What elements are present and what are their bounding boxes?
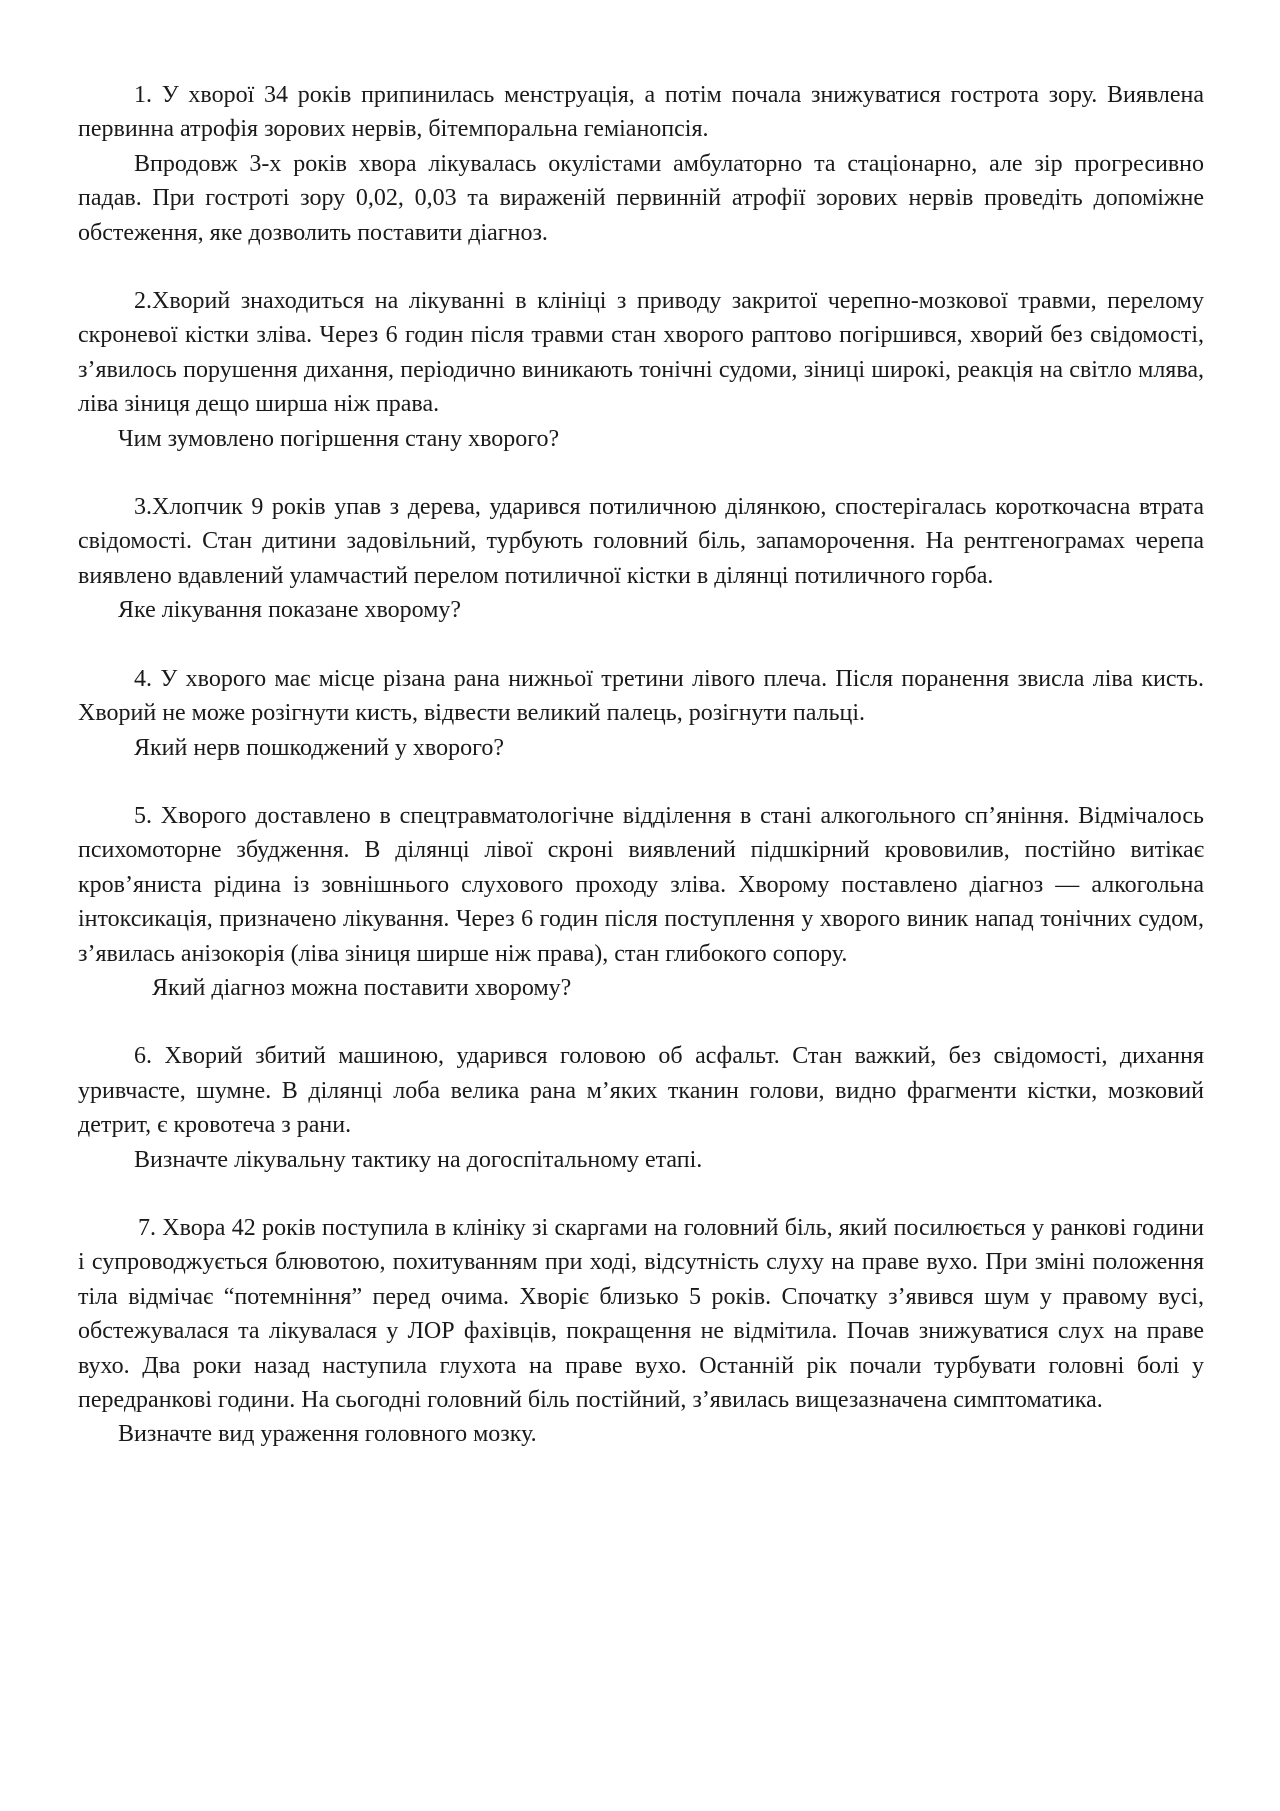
case-7-text: 7. Хвора 42 років поступила в клініку зі скаргами на головний біль, який посилюється у ранкові години і супроводжується блювотою, похитуванням при ході, відсутність слуху на праве вухо. При зміні положення тіла відмічає “потемніння” перед очима. Хворіє близько 5 років. Спочатку з’явився шум у правому вусі, обстежувалася та лікувалася у ЛОР фахівців, покращення не відмітила. Почав знижуватися слух на праве вухо. Два роки назад наступила глухота на праве вухо. Останній рік почали турбувати головні болі у передранкові години. На сьогодні головний біль постійний, з’явилась вищезазначена симптоматика. — [78, 1214, 1204, 1413]
case-3-question: Яке лікування показане хворому? — [118, 597, 462, 624]
case-6-text: 6. Хворий збитий машиною, ударився головою об асфальт. Стан важкий, без свідомості, дихання уривчасте, шумне. В ділянці лоба велика рана м’яких тканин голови, видно фрагменти кістки, мозковий детрит, є кровотеча з рани. — [78, 1043, 1204, 1139]
case-5 — [78, 799, 1204, 1005]
case-7 — [78, 1211, 1204, 1452]
case-3-text: 3.Хлопчик 9 років упав з дерева, ударився потиличною ділянкою, спостерігалась короткочасна втрата свідомості. Стан дитини задовільний, турбують головний біль, запаморочення. На рентгенограмах черепа виявлено вдавлений уламчастий перелом потиличної кістки в ділянці потиличного горба. — [78, 494, 1204, 589]
case-4-text: 4. У хворого має місце різана рана нижньої третини лівого плеча. Після поранення звисла ліва кисть. Хворий не може розігнути кисть, відвести великий палець, розігнути пальці. — [78, 665, 1204, 727]
case-6-task: Визначте лікувальну тактику на догоспітальному етапі. — [134, 1146, 703, 1173]
case-1-task: Впродовж 3-х років хвора лікувалась окулістами амбулаторно та стаціонарно, але зір прогресивно падав. При гостроті зору 0,02, 0,03 та вираженій первинній атрофії зорових нервів проведіть допоміжне обстеження, яке дозволить поставити діагноз. — [78, 150, 1204, 246]
case-2-text: 2.Хворий знаходиться на лікуванні в клініці з приводу закритої черепно-мозкової травми, перелому скроневої кістки зліва. Через 6 годин після травми стан хворого раптово погіршився, хворий без свідомості, з’явилось порушення дихання, періодично виникають тонічні судоми, зіниці широкі, реакція на світло млява, ліва зіниця дещо ширша ніж права. — [78, 288, 1204, 418]
case-1 — [78, 78, 1204, 250]
case-4-question: Який нерв пошкоджений у хворого? — [134, 734, 504, 761]
case-2 — [78, 284, 1204, 456]
document-page — [78, 78, 1204, 1486]
case-7-task: Визначте вид ураження головного мозку. — [118, 1421, 537, 1448]
case-2-question: Чим зумовлено погіршення стану хворого? — [118, 425, 560, 452]
case-3 — [78, 490, 1204, 628]
case-5-question: Який діагноз можна поставити хворому? — [152, 974, 572, 1001]
case-4 — [78, 662, 1204, 765]
case-5-text: 5. Хворого доставлено в спецтравматологічне відділення в стані алкогольного сп’яніння. Відмічалось психомоторне збудження. В ділянці лівої скроні виявлений підшкірний крововилив, постійно витікає кров’яниста рідина із зовнішнього слухового проходу зліва. Хворому поставлено діагноз — алкогольна інтоксикація, призначено лікування. Через 6 годин після поступлення у хворого виник напад тонічних судом, з’явилась анізокорія (ліва зіниця ширше ніж права), стан глибокого сопору. — [78, 802, 1204, 967]
case-6 — [78, 1039, 1204, 1177]
case-1-text: 1. У хворої 34 років припинилась менструація, а потім почала знижуватися гострота зору. Виявлена первинна атрофія зорових нервів, бітемпоральна геміанопсія. — [78, 82, 1204, 143]
